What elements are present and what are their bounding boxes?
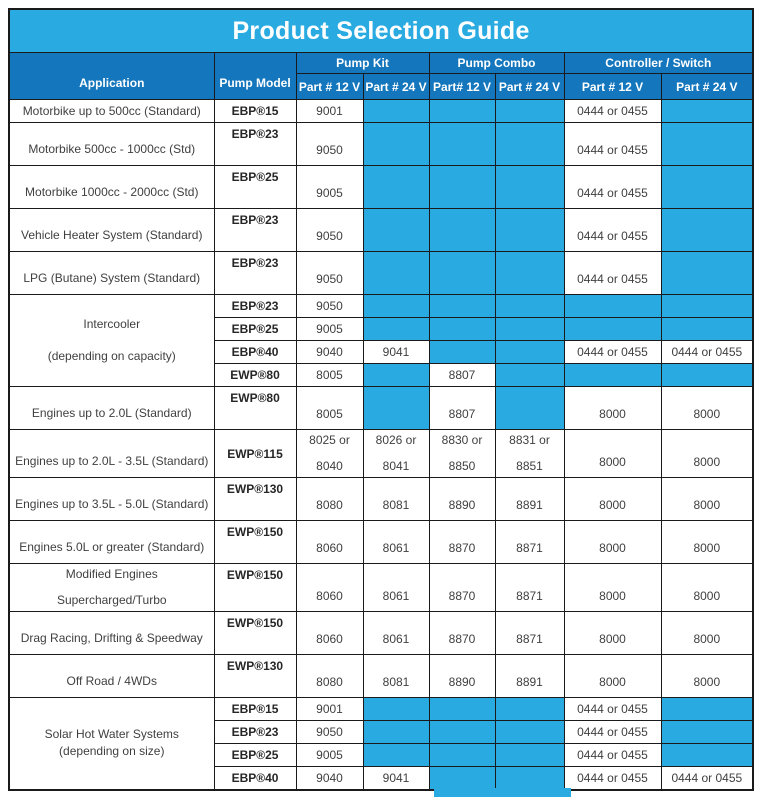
part-number-cell: 8080 — [296, 655, 363, 698]
part-number-cell: 0444 or 0455 — [564, 166, 661, 209]
highlight-cell — [661, 295, 753, 318]
part-number-cell: 9041 — [363, 767, 429, 790]
part-number-cell: 0444 or 0455 — [661, 341, 753, 364]
highlight-cell — [363, 100, 429, 123]
pump-model-cell: EBP®25 — [214, 744, 296, 767]
part-number-cell: 8000 — [564, 564, 661, 612]
highlight-cell — [495, 318, 564, 341]
highlight-cell — [429, 166, 495, 209]
highlight-cell — [363, 209, 429, 252]
pump-model-cell: EWP®130 — [214, 478, 296, 521]
part-number-cell: 8891 — [495, 655, 564, 698]
part-number-cell: 8081 — [363, 655, 429, 698]
part-number-cell: 9005 — [296, 744, 363, 767]
highlight-cell — [363, 387, 429, 430]
part-number-cell: 9050 — [296, 252, 363, 295]
pump-model-cell: EBP®15 — [214, 100, 296, 123]
highlight-cell — [429, 744, 495, 767]
application-cell: Solar Hot Water Systems (depending on size) — [9, 698, 214, 790]
application-cell: Off Road / 4WDs — [9, 655, 214, 698]
part-number-cell: 8080 — [296, 478, 363, 521]
col-header-pump-model: Pump Model — [214, 53, 296, 100]
part-number-cell: 0444 or 0455 — [564, 767, 661, 790]
part-number-cell: 8000 — [564, 521, 661, 564]
highlight-cell — [363, 364, 429, 387]
highlight-cell — [661, 166, 753, 209]
part-number-cell: 8000 — [661, 564, 753, 612]
pump-model-cell: EBP®40 — [214, 341, 296, 364]
col-header-controller-part-24v: Part # 24 V — [661, 74, 753, 100]
part-number-cell: 9001 — [296, 698, 363, 721]
highlight-cell — [429, 721, 495, 744]
part-number-cell: 0444 or 0455 — [564, 341, 661, 364]
col-header-combo-part-24v: Part # 24 V — [495, 74, 564, 100]
highlight-cell — [363, 166, 429, 209]
part-number-cell: 8870 — [429, 564, 495, 612]
highlight-cell — [363, 721, 429, 744]
pump-model-cell: EBP®40 — [214, 767, 296, 790]
highlight-cell — [429, 123, 495, 166]
part-number-cell: 8831 or 8851 — [495, 430, 564, 478]
application-cell: Engines up to 2.0L - 3.5L (Standard) — [9, 430, 214, 478]
part-number-cell: 8061 — [363, 612, 429, 655]
pump-model-cell: EWP®115 — [214, 430, 296, 478]
application-cell: Motorbike 1000cc - 2000cc (Std) — [9, 166, 214, 209]
highlight-cell — [495, 744, 564, 767]
highlight-cell — [429, 698, 495, 721]
part-number-cell: 8890 — [429, 478, 495, 521]
highlight-cell — [495, 252, 564, 295]
pump-model-cell: EBP®23 — [214, 721, 296, 744]
pump-model-cell: EWP®80 — [214, 387, 296, 430]
pump-model-cell: EWP®130 — [214, 655, 296, 698]
highlight-cell — [495, 364, 564, 387]
part-number-cell: 9050 — [296, 295, 363, 318]
pump-model-cell: EBP®23 — [214, 295, 296, 318]
part-number-cell: 8000 — [564, 387, 661, 430]
pump-model-cell: EWP®150 — [214, 521, 296, 564]
part-number-cell: 8000 — [661, 387, 753, 430]
pump-model-cell: EBP®25 — [214, 318, 296, 341]
selection-table — [8, 8, 754, 791]
highlight-cell — [363, 318, 429, 341]
highlight-cell — [429, 341, 495, 364]
highlight-cell — [429, 209, 495, 252]
part-number-cell: 9040 — [296, 767, 363, 790]
col-header-application: Application — [9, 53, 214, 100]
part-number-cell: 8060 — [296, 521, 363, 564]
part-number-cell: 8060 — [296, 612, 363, 655]
part-number-cell: 9005 — [296, 318, 363, 341]
highlight-cell — [495, 100, 564, 123]
part-number-cell: 8000 — [661, 612, 753, 655]
highlight-cell — [363, 295, 429, 318]
col-header-kit-part-12v: Part # 12 V — [296, 74, 363, 100]
highlight-cell — [661, 318, 753, 341]
part-number-cell: 8026 or 8041 — [363, 430, 429, 478]
highlight-cell — [495, 295, 564, 318]
application-cell: Engines up to 3.5L - 5.0L (Standard) — [9, 478, 214, 521]
highlight-cell — [661, 721, 753, 744]
pump-model-cell: EBP®23 — [214, 209, 296, 252]
application-cell: Vehicle Heater System (Standard) — [9, 209, 214, 252]
part-number-cell: 0444 or 0455 — [564, 744, 661, 767]
highlight-cell — [429, 318, 495, 341]
part-number-cell: 8000 — [564, 478, 661, 521]
highlight-cell — [363, 698, 429, 721]
highlight-cell — [661, 209, 753, 252]
part-number-cell: 0444 or 0455 — [564, 698, 661, 721]
application-cell: Motorbike up to 500cc (Standard) — [9, 100, 214, 123]
pump-model-cell: EWP®80 — [214, 364, 296, 387]
part-number-cell: 8871 — [495, 564, 564, 612]
col-header-kit-part-24v: Part # 24 V — [363, 74, 429, 100]
part-number-cell: 8061 — [363, 521, 429, 564]
page-title: Product Selection Guide — [9, 9, 753, 53]
part-number-cell: 8807 — [429, 364, 495, 387]
part-number-cell: 8871 — [495, 612, 564, 655]
highlight-cell — [564, 364, 661, 387]
part-number-cell: 0444 or 0455 — [661, 767, 753, 790]
pump-model-cell: EBP®23 — [214, 252, 296, 295]
highlight-cell — [495, 698, 564, 721]
product-selection-guide — [8, 8, 754, 791]
application-cell: Drag Racing, Drifting & Speedway — [9, 612, 214, 655]
group-header-controller-switch: Controller / Switch — [564, 53, 753, 74]
group-header-pump-kit: Pump Kit — [296, 53, 429, 74]
highlight-cell — [429, 252, 495, 295]
part-number-cell: 0444 or 0455 — [564, 721, 661, 744]
col-header-controller-part-12v: Part # 12 V — [564, 74, 661, 100]
pump-model-cell: EBP®25 — [214, 166, 296, 209]
highlight-cell — [661, 252, 753, 295]
part-number-cell: 8005 — [296, 387, 363, 430]
part-number-cell: 8871 — [495, 521, 564, 564]
highlight-cell — [661, 744, 753, 767]
application-cell: Engines 5.0L or greater (Standard) — [9, 521, 214, 564]
part-number-cell: 8870 — [429, 521, 495, 564]
part-number-cell: 9041 — [363, 341, 429, 364]
part-number-cell: 0444 or 0455 — [564, 100, 661, 123]
highlight-cell — [495, 767, 564, 790]
part-number-cell: 8025 or 8040 — [296, 430, 363, 478]
highlight-cell — [495, 341, 564, 364]
part-number-cell: 9001 — [296, 100, 363, 123]
application-cell: Engines up to 2.0L (Standard) — [9, 387, 214, 430]
part-number-cell: 9005 — [296, 166, 363, 209]
part-number-cell: 8891 — [495, 478, 564, 521]
part-number-cell: 9050 — [296, 123, 363, 166]
part-number-cell: 8061 — [363, 564, 429, 612]
highlight-cell — [363, 252, 429, 295]
part-number-cell: 8890 — [429, 655, 495, 698]
highlight-cell — [564, 295, 661, 318]
part-number-cell: 8807 — [429, 387, 495, 430]
highlight-cell — [363, 123, 429, 166]
part-number-cell: 8000 — [661, 655, 753, 698]
pump-model-cell: EBP®15 — [214, 698, 296, 721]
part-number-cell: 0444 or 0455 — [564, 209, 661, 252]
part-number-cell: 8000 — [564, 612, 661, 655]
part-number-cell: 8000 — [661, 521, 753, 564]
part-number-cell: 0444 or 0455 — [564, 252, 661, 295]
col-header-combo-part-12v: Part# 12 V — [429, 74, 495, 100]
part-number-cell: 9050 — [296, 721, 363, 744]
part-number-cell: 8830 or 8850 — [429, 430, 495, 478]
part-number-cell: 9040 — [296, 341, 363, 364]
highlight-cell — [661, 100, 753, 123]
highlight-cell — [363, 744, 429, 767]
part-number-cell: 8060 — [296, 564, 363, 612]
pump-model-cell: EWP®150 — [214, 564, 296, 612]
application-cell: LPG (Butane) System (Standard) — [9, 252, 214, 295]
pump-model-cell: EWP®150 — [214, 612, 296, 655]
highlight-cell — [661, 364, 753, 387]
highlight-cell — [429, 767, 495, 790]
part-number-cell: 8081 — [363, 478, 429, 521]
group-header-pump-combo: Pump Combo — [429, 53, 564, 74]
highlight-cell — [495, 123, 564, 166]
highlight-cell — [495, 387, 564, 430]
application-cell: Intercooler (depending on capacity) — [9, 295, 214, 387]
part-number-cell: 0444 or 0455 — [564, 123, 661, 166]
highlight-cell — [661, 123, 753, 166]
highlight-cell — [495, 209, 564, 252]
highlight-cell — [564, 318, 661, 341]
part-number-cell: 9050 — [296, 209, 363, 252]
part-number-cell: 8000 — [564, 655, 661, 698]
application-cell: Modified Engines Supercharged/Turbo — [9, 564, 214, 612]
highlight-cell — [661, 698, 753, 721]
part-number-cell: 8005 — [296, 364, 363, 387]
highlight-cell — [495, 721, 564, 744]
highlight-cell — [495, 166, 564, 209]
table-body — [9, 100, 753, 790]
highlight-overhang — [434, 788, 571, 797]
part-number-cell: 8870 — [429, 612, 495, 655]
pump-model-cell: EBP®23 — [214, 123, 296, 166]
part-number-cell: 8000 — [661, 430, 753, 478]
part-number-cell: 8000 — [564, 430, 661, 478]
application-cell: Motorbike 500cc - 1000cc (Std) — [9, 123, 214, 166]
highlight-cell — [429, 295, 495, 318]
highlight-cell — [429, 100, 495, 123]
part-number-cell: 8000 — [661, 478, 753, 521]
